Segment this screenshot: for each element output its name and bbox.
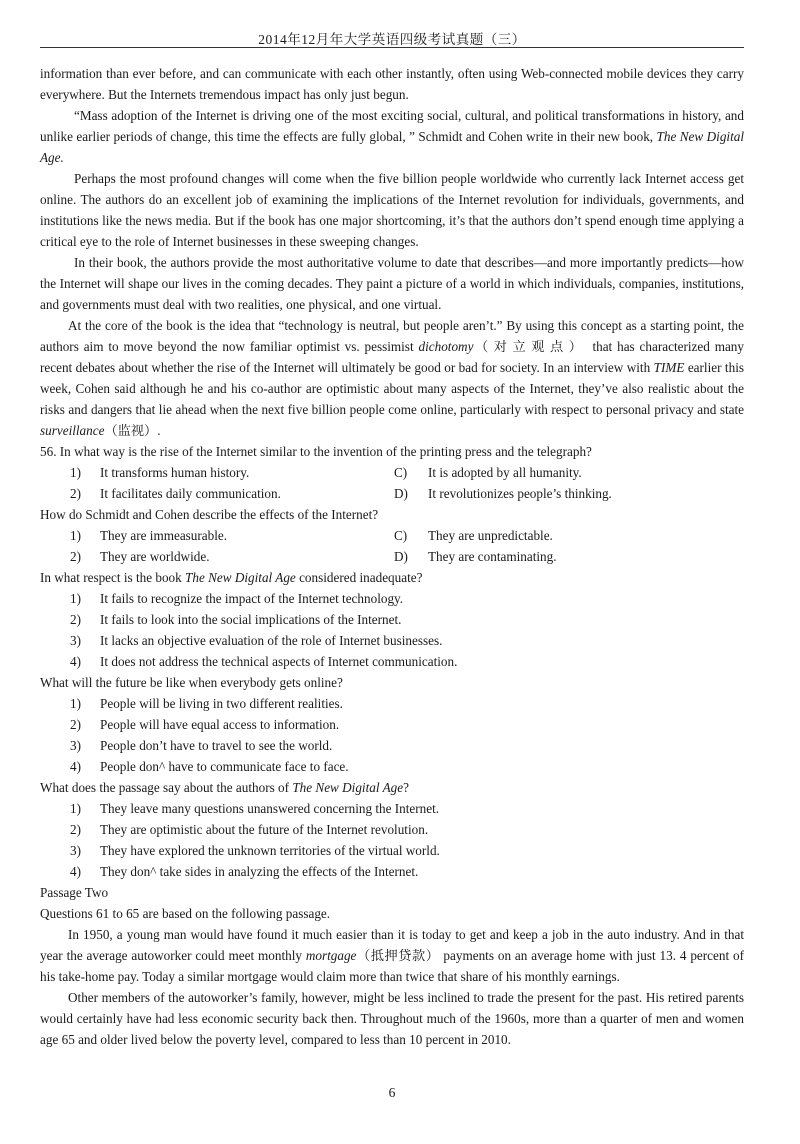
paragraph: At the core of the book is the idea that “technology is neutral, but people aren’t.” By using this concept as a starting point, the authors aim to move beyond the now familiar optimist vs. pessimist dichotomy（对立观点） that has characterized many recent debates about whether the rise of the Internet will ultimately be good or bad for society. In an interview with TIME earlier this week, Cohen said although he and his co-author are optimistic about many aspects of the Internet, they’ve also realistic about the risks and dangers that lie ahead when the next five billion people come online, particularly with respect to personal privacy and state surveillance（监视）.: [40, 318, 744, 438]
paragraph: “Mass adoption of the Internet is driving one of the most exciting social, cultural, and political transformations in history, and unlike earlier periods of change, this time the effects are fully global, ” Schmidt and Cohen write in their new book, The New Digital Age.: [40, 108, 745, 165]
document-page: [40, 0, 744, 1144]
section-title: Passage Two: [40, 885, 109, 900]
option: C) It is adopted by all humanity.: [394, 465, 582, 480]
page-header-title: 2014年12月年大学英语四级考试真题（三）: [258, 32, 526, 47]
option: 3) It lacks an objective evaluation of the role of Internet businesses.: [70, 633, 443, 648]
header-divider: [40, 47, 744, 48]
paragraph: Perhaps the most profound changes will come when the five billion people worldwide who currently lack Internet access get online. The authors do an excellent job of examining the implications of the Internet revolution for individuals, governments, and institutions like the news media. But if the book has one major shortcoming, it’s that the authors don’t spend enough time applying a critical eye to the role of Internet businesses in these sweeping changes.: [40, 171, 744, 249]
vocab-gloss: （抵押贷款）: [356, 948, 440, 963]
option: 1) People will be living in two different realities.: [70, 696, 343, 711]
option-row: [40, 462, 744, 483]
option: 1) They leave many questions unanswered concerning the Internet.: [70, 801, 440, 816]
paragraph: In 1950, a young man would have found it much easier than it is today to get and keep a job in the auto industry. And in that year the average autoworker could meet monthly mortgage（抵押贷款） payments on an average home with just 13. 4 percent of his take-home pay. Today a similar mortgage would claim more than twice that share of his monthly earnings.: [40, 927, 744, 984]
option: 1) It transforms human history.: [70, 465, 250, 480]
vocab-gloss: （监视）.: [104, 423, 161, 438]
option: 4) People don^ have to communicate face to face.: [70, 759, 349, 774]
question-stem: In what respect is the book The New Digital Age considered inadequate?: [40, 570, 423, 585]
paragraph: In their book, the authors provide the most authoritative volume to date that describes—and more importantly predicts—how the Internet will shape our lives in the coming decades. They paint a picture of a world in which individuals, companies, institutions, and governments must deal with two realities, one physical, and one virtual.: [40, 255, 744, 312]
question-stem: How do Schmidt and Cohen describe the effects of the Internet?: [40, 507, 379, 522]
option: 2) People will have equal access to information.: [70, 717, 340, 732]
option: D) They are contaminating.: [394, 549, 557, 564]
vocab-term: dichotomy: [418, 339, 474, 354]
option: 2) It fails to look into the social implications of the Internet.: [70, 612, 402, 627]
question-stem: 56. In what way is the rise of the Internet similar to the invention of the printing press and the telegraph?: [40, 444, 592, 459]
magazine-title: TIME: [653, 360, 685, 375]
question-stem: What does the passage say about the authors of The New Digital Age?: [40, 780, 409, 795]
option: C) They are unpredictable.: [394, 528, 553, 543]
book-title: The New Digital Age: [292, 780, 404, 795]
option: 1) It fails to recognize the impact of the Internet technology.: [70, 591, 404, 606]
book-title: The New Digital Age: [185, 570, 296, 585]
section-instruction: Questions 61 to 65 are based on the following passage.: [40, 906, 331, 921]
vocab-gloss: （对立观点）: [473, 339, 588, 354]
option: 3) People don’t have to travel to see the world.: [70, 738, 333, 753]
paragraph: information than ever before, and can communicate with each other instantly, often using Web-connected mobile devices they carry everywhere. But the Internets tremendous impact has only just begun.: [40, 66, 744, 102]
option-row: [40, 525, 744, 546]
option: D) It revolutionizes people’s thinking.: [394, 486, 612, 501]
option: 2) They are worldwide.: [70, 549, 210, 564]
option: 1) They are immeasurable.: [70, 528, 228, 543]
paragraph: Other members of the autoworker’s family, however, might be less inclined to trade the present for the past. His retired parents would certainly have had less economic security back then. Throughout much of the 1960s, more than a quarter of men and women age 65 and older lived below the poverty level, compared to less than 10 percent in 2010.: [40, 990, 744, 1047]
option: 2) They are optimistic about the future of the Internet revolution.: [70, 822, 429, 837]
option-row: [40, 546, 744, 567]
page-number: 6: [388, 1085, 396, 1100]
document-body: [40, 63, 744, 1050]
vocab-term: surveillance: [40, 423, 105, 438]
book-title: The New Digital Age.: [40, 129, 745, 165]
option: 4) It does not address the technical aspects of Internet communication.: [70, 654, 458, 669]
option: 2) It facilitates daily communication.: [70, 486, 281, 501]
option: 3) They have explored the unknown territories of the virtual world.: [70, 843, 440, 858]
question-stem: What will the future be like when everybody gets online?: [40, 675, 343, 690]
option-row: [40, 483, 744, 504]
option: 4) They don^ take sides in analyzing the effects of the Internet.: [70, 864, 419, 879]
vocab-term: mortgage: [305, 948, 357, 963]
